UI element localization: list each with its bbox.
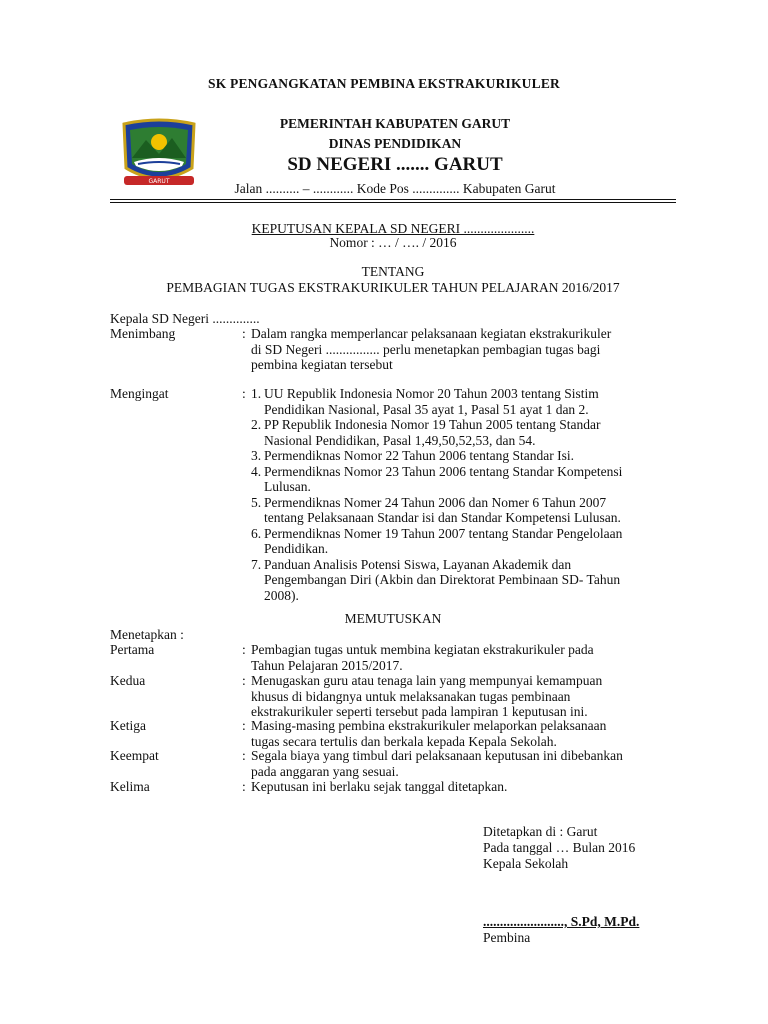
item-number: 5. xyxy=(251,494,262,510)
decision-text-kedua xyxy=(251,673,681,720)
decision-label-ketiga: Ketiga xyxy=(110,718,146,733)
signatory-name: ........................, S.Pd, M.Pd. xyxy=(483,914,640,929)
menimbang-text xyxy=(251,326,681,373)
government-name: PEMERINTAH KABUPATEN GARUT xyxy=(279,116,511,131)
mengingat-label: Mengingat xyxy=(110,386,169,401)
decision-line: pada anggaran yang sesuai. xyxy=(251,763,399,779)
item-line: PP Republik Indonesia Nomor 19 Tahun 2005 tentang Standar xyxy=(264,417,601,432)
decision-line: tugas secara tertulis dan berkala kepada Kepala Sekolah. xyxy=(251,733,557,749)
garut-regency-emblem xyxy=(116,118,202,192)
list-item xyxy=(251,386,681,417)
menimbang-label: Menimbang xyxy=(110,326,176,341)
item-line: Permendiknas Nomor 23 Tahun 2006 tentang Standar Kompetensi xyxy=(264,463,623,479)
item-line: Lulusan. xyxy=(264,479,311,494)
item-number: 6. xyxy=(251,525,262,541)
menimbang-line: pembina kegiatan tersebut xyxy=(251,357,393,372)
decision-line: Pembagian tugas untuk membina kegiatan ekstrakurikuler pada xyxy=(251,642,594,657)
decision-text-pertama xyxy=(251,642,681,673)
signatory-rank: Pembina xyxy=(483,930,531,945)
decision-line: khusus di bidangnya untuk melaksanakan tugas pembinaan xyxy=(251,688,571,704)
document-title: SK PENGANGKATAN PEMBINA EKSTRAKURIKULER xyxy=(208,76,560,91)
item-line: Pendidikan. xyxy=(264,541,329,556)
kepala-line: Kepala SD Negeri .............. xyxy=(110,311,260,326)
item-line: UU Republik Indonesia Nomor 20 Tahun 2003 tentang Sistim xyxy=(264,386,599,401)
decision-line: ekstrakurikuler seperti tersebut pada lampiran 1 keputusan ini. xyxy=(251,704,588,719)
decision-line: Segala biaya yang timbul dari pelaksanaan keputusan ini dibebankan xyxy=(251,748,623,763)
menimbang-colon: : xyxy=(242,326,246,341)
item-number: 3. xyxy=(251,448,262,463)
decision-label-pertama: Pertama xyxy=(110,642,155,657)
item-line: 2008). xyxy=(264,587,299,603)
decision-colon: : xyxy=(242,718,246,733)
item-line: Permendiknas Nomer 19 Tahun 2007 tentang Standar Pengelolaan xyxy=(264,525,623,541)
mengingat-colon: : xyxy=(242,386,246,401)
item-line: Pendidikan Nasional, Pasal 35 ayat 1, Pasal 51 ayat 1 dan 2. xyxy=(264,401,589,417)
signature-block xyxy=(483,824,635,872)
list-item xyxy=(251,557,681,604)
decision-line: Menugaskan guru atau tenaga lain yang mempunyai kemampuan xyxy=(251,673,603,688)
decision-colon: : xyxy=(242,779,246,794)
list-item xyxy=(251,448,681,464)
decision-text-kelima xyxy=(251,779,681,795)
signature-place: Ditetapkan di : Garut xyxy=(483,824,598,839)
menimbang-line: Dalam rangka memperlancar pelaksanaan kegiatan ekstrakurikuler xyxy=(251,326,612,341)
decision-subject: PEMBAGIAN TUGAS EKSTRAKURIKULER TAHUN PELAJARAN 2016/2017 xyxy=(166,280,620,295)
list-item xyxy=(251,495,681,526)
mengingat-list xyxy=(251,386,681,603)
item-line: Panduan Analisis Potensi Siswa, Layanan Akademik dan xyxy=(264,556,572,572)
svg-text:GARUT: GARUT xyxy=(148,178,170,185)
item-line: Permendiknas Nomor 22 Tahun 2006 tentang Standar Isi. xyxy=(264,448,575,463)
memutuskan-heading: MEMUTUSKAN xyxy=(344,611,442,626)
decision-label-keempat: Keempat xyxy=(110,748,159,763)
decision-line: Masing-masing pembina ekstrakurikuler melaporkan pelaksanaan xyxy=(251,718,607,733)
decision-number: Nomor : … / …. / 2016 xyxy=(329,235,457,250)
list-item xyxy=(251,464,681,495)
decision-title: KEPUTUSAN KEPALA SD NEGERI ..................... xyxy=(251,221,535,236)
decision-text-keempat xyxy=(251,748,681,779)
decision-line: Tahun Pelajaran 2015/2017. xyxy=(251,657,403,673)
item-line: Pengembangan Diri (Akbin dan Direktorat Pembinaan SD- Tahun xyxy=(264,572,621,587)
item-number: 7. xyxy=(251,556,262,572)
school-name: SD NEGERI ....... GARUT xyxy=(287,154,503,175)
list-item xyxy=(251,417,681,448)
item-line: tentang Pelaksanaan Standar isi dan Standar Kompetensi Lulusan. xyxy=(264,510,621,525)
decision-label-kedua: Kedua xyxy=(110,673,146,688)
item-number: 2. xyxy=(251,417,262,432)
decision-label-kelima: Kelima xyxy=(110,779,150,794)
letterhead-rule-thin xyxy=(110,202,676,203)
menetapkan-label: Menetapkan : xyxy=(110,627,184,642)
decision-colon: : xyxy=(242,642,246,657)
tentang-heading: TENTANG xyxy=(361,264,425,279)
school-address: Jalan .......... – ............ Kode Pos .............. Kabupaten Garut xyxy=(234,181,556,196)
signature-date: Pada tanggal … Bulan 2016 xyxy=(483,840,636,855)
signature-role: Kepala Sekolah xyxy=(483,856,569,871)
menimbang-line: di SD Negeri ................ perlu menetapkan pembagian tugas bagi xyxy=(251,341,601,357)
department-name: DINAS PENDIDIKAN xyxy=(328,136,462,151)
decision-line: Keputusan ini berlaku sejak tanggal ditetapkan. xyxy=(251,779,508,794)
decision-colon: : xyxy=(242,673,246,688)
decision-text-ketiga xyxy=(251,718,681,749)
item-line: Permendiknas Nomer 24 Tahun 2006 dan Nomer 6 Tahun 2007 xyxy=(264,494,607,510)
decision-colon: : xyxy=(242,748,246,763)
item-line: Nasional Pendidikan, Pasal 1,49,50,52,53, dan 54. xyxy=(264,432,536,448)
item-number: 1. xyxy=(251,386,262,401)
letterhead-rule-thick xyxy=(110,199,676,200)
list-item xyxy=(251,526,681,557)
item-number: 4. xyxy=(251,463,262,479)
